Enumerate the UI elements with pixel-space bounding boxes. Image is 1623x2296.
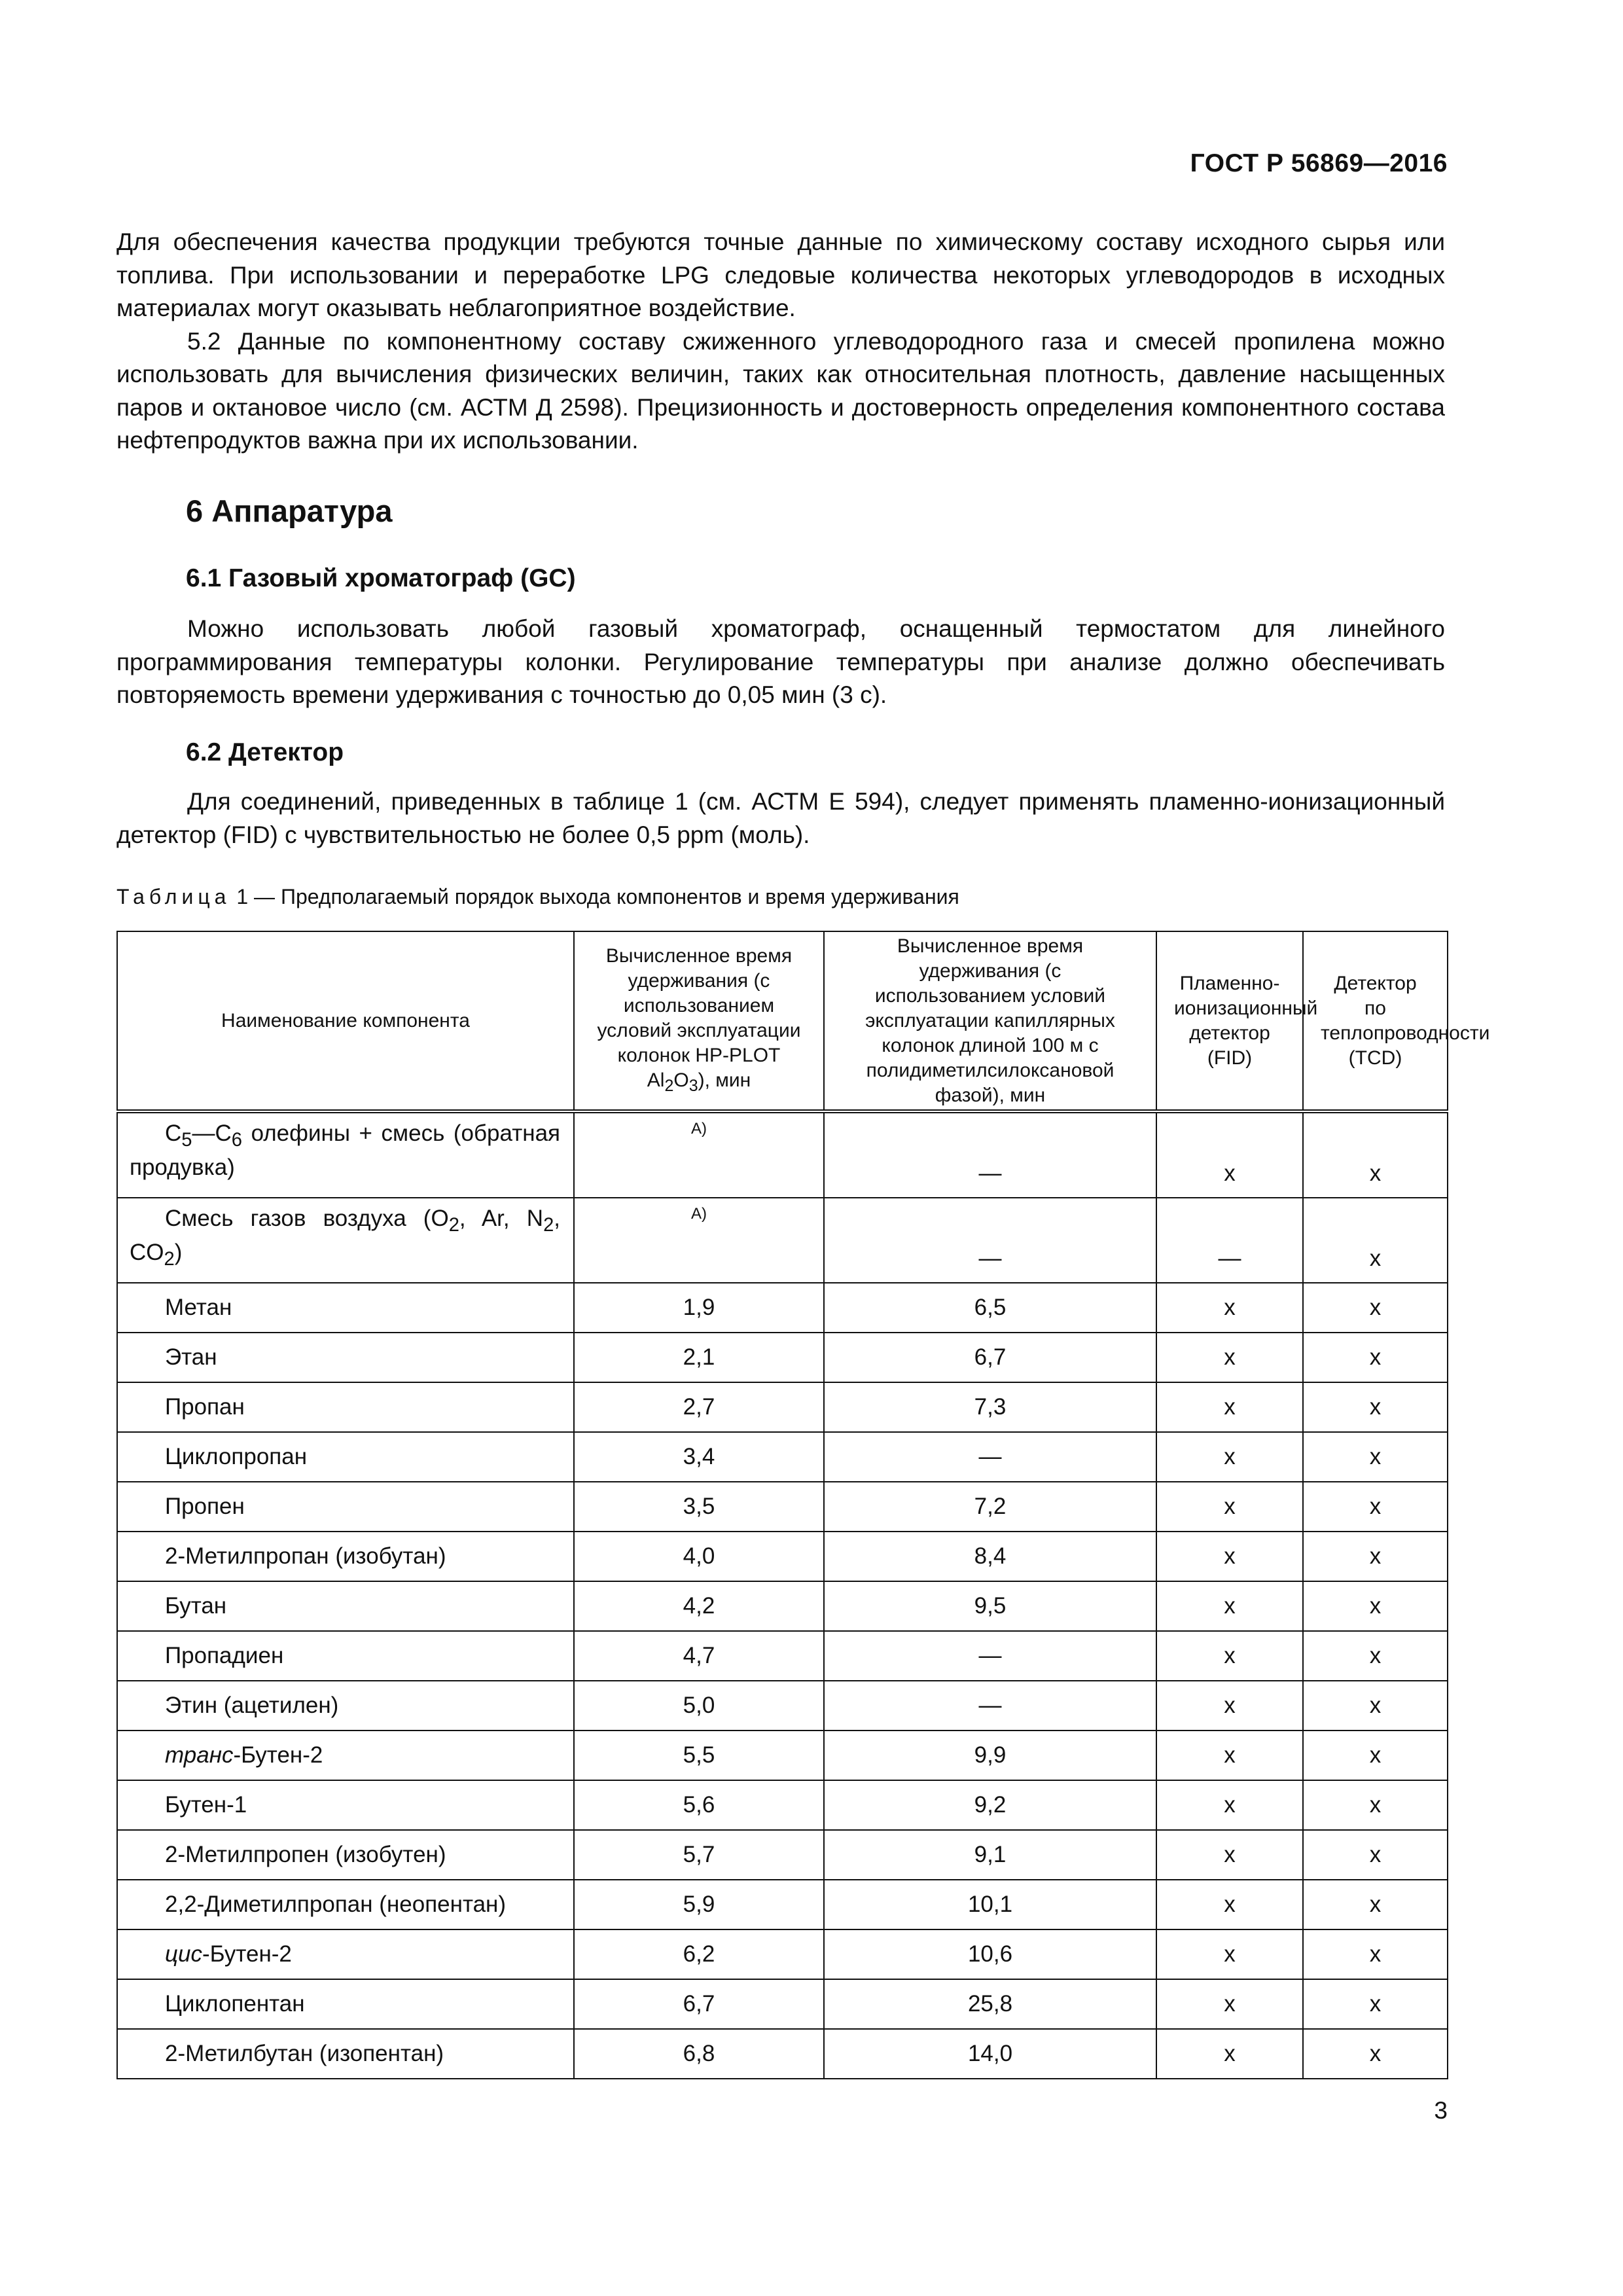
- component-name: Пропен: [117, 1482, 574, 1532]
- header-component-name: Наименование компонента: [117, 931, 574, 1111]
- tcd-mark: x: [1303, 1333, 1448, 1382]
- component-name: транс-Бутен-2: [117, 1731, 574, 1780]
- component-name: Метан: [117, 1283, 574, 1333]
- fid-mark: x: [1156, 1731, 1303, 1780]
- tcd-mark: x: [1303, 1382, 1448, 1432]
- table-row: [117, 1432, 1448, 1482]
- component-name: Циклопропан: [117, 1432, 574, 1482]
- tcd-mark: x: [1303, 1780, 1448, 1830]
- capillary-time: —: [824, 1198, 1156, 1283]
- tcd-mark: x: [1303, 1111, 1448, 1198]
- fid-mark: x: [1156, 1111, 1303, 1198]
- tcd-mark: x: [1303, 1283, 1448, 1333]
- table-row: [117, 1482, 1448, 1532]
- capillary-time: 25,8: [824, 1979, 1156, 2029]
- table-row: [117, 1333, 1448, 1382]
- capillary-time: —: [824, 1111, 1156, 1198]
- hp-plot-time: 4,2: [574, 1581, 824, 1631]
- table-row: [117, 1979, 1448, 2029]
- table-row: [117, 1283, 1448, 1333]
- capillary-time: —: [824, 1681, 1156, 1731]
- capillary-time: —: [824, 1432, 1156, 1482]
- table-row: [117, 1681, 1448, 1731]
- section-title: 6 Аппаратура: [186, 493, 393, 528]
- subsection-title-6-2: 6.2 Детектор: [186, 738, 344, 766]
- fid-mark: x: [1156, 2029, 1303, 2079]
- fid-mark: x: [1156, 1382, 1303, 1432]
- capillary-time: 7,2: [824, 1482, 1156, 1532]
- hp-plot-time: 6,2: [574, 1929, 824, 1979]
- hp-plot-time: 6,7: [574, 1979, 824, 2029]
- hp-plot-time: 6,8: [574, 2029, 824, 2079]
- fid-mark: x: [1156, 1880, 1303, 1929]
- component-name: $C_5—C_6$ олефины + смесь (обратная продувка): [117, 1111, 574, 1198]
- tcd-mark: x: [1303, 1880, 1448, 1929]
- capillary-time: 7,3: [824, 1382, 1156, 1432]
- fid-mark: x: [1156, 1532, 1303, 1581]
- table-row: [117, 1830, 1448, 1880]
- tcd-mark: x: [1303, 1979, 1448, 2029]
- fid-mark: x: [1156, 1979, 1303, 2029]
- capillary-time: 14,0: [824, 2029, 1156, 2079]
- table-row: [117, 1731, 1448, 1780]
- intro-text: [116, 226, 1445, 457]
- fid-mark: x: [1156, 1283, 1303, 1333]
- subsection-title-6-1: 6.1 Газовый хроматограф (GC): [186, 564, 576, 592]
- footnote-mark: А): [574, 1198, 824, 1283]
- hp-plot-time: 3,4: [574, 1432, 824, 1482]
- hp-plot-time: 1,9: [574, 1283, 824, 1333]
- fid-mark: —: [1156, 1198, 1303, 1283]
- capillary-time: —: [824, 1631, 1156, 1681]
- capillary-time: 6,7: [824, 1333, 1156, 1382]
- fid-mark: x: [1156, 1631, 1303, 1681]
- table-row: [117, 1532, 1448, 1581]
- document-header: ГОСТ Р 56869—2016: [1190, 149, 1448, 177]
- component-name: 2-Метилбутан (изопентан): [117, 2029, 574, 2079]
- table-row: [117, 1631, 1448, 1681]
- fid-mark: x: [1156, 1333, 1303, 1382]
- tcd-mark: x: [1303, 1681, 1448, 1731]
- tcd-mark: x: [1303, 1581, 1448, 1631]
- tcd-mark: x: [1303, 1631, 1448, 1681]
- subsection-text-6-2: [116, 785, 1445, 852]
- hp-plot-time: 5,6: [574, 1780, 824, 1830]
- footnote-mark: А): [574, 1111, 824, 1198]
- component-name: Циклопентан: [117, 1979, 574, 2029]
- fid-mark: x: [1156, 1681, 1303, 1731]
- table-row: [117, 1780, 1448, 1830]
- capillary-time: 6,5: [824, 1283, 1156, 1333]
- header-fid: Пламенно-ионизационный детектор (FID): [1156, 931, 1303, 1111]
- hp-plot-time: 2,7: [574, 1382, 824, 1432]
- subsection-text-6-1: [116, 613, 1445, 712]
- component-name: цис-Бутен-2: [117, 1929, 574, 1979]
- fid-mark: x: [1156, 1830, 1303, 1880]
- tcd-mark: x: [1303, 2029, 1448, 2079]
- clause-5-2: 5.2 Данные по компонентному составу сжиженного углеводородного газа и смесей пропилена можно использовать для вычисления физических величин, таких как относительная плотность, давление насыщенных паров и октановое число (см. АСТМ Д 2598). Прецизионность и достоверность определения компонентного состава нефтепродуктов важна при их использовании.: [116, 327, 1445, 454]
- table-row: [117, 1382, 1448, 1432]
- table-row: [117, 1198, 1448, 1283]
- table-caption-label: Таблица: [116, 885, 231, 908]
- fid-mark: x: [1156, 1581, 1303, 1631]
- capillary-time: 8,4: [824, 1532, 1156, 1581]
- capillary-time: 10,1: [824, 1880, 1156, 1929]
- fid-mark: x: [1156, 1432, 1303, 1482]
- header-capillary: Вычисленное время удерживания (с использованием условий эксплуатации капиллярных колонок длиной 100 м с полидиметилсилоксановой фазой), мин: [824, 931, 1156, 1111]
- table-header-row: [117, 931, 1448, 1111]
- tcd-mark: x: [1303, 1830, 1448, 1880]
- table-caption: [116, 885, 959, 909]
- fid-mark: x: [1156, 1780, 1303, 1830]
- table-caption-text: 1 — Предполагаемый порядок выхода компонентов и время удерживания: [236, 885, 959, 908]
- table-row: [117, 1880, 1448, 1929]
- header-hp-plot: Вычисленное время удерживания (с использованием условий эксплуатации колонок HP-PLOT $Al_2O_3$), мин: [574, 931, 824, 1111]
- tcd-mark: x: [1303, 1482, 1448, 1532]
- hp-plot-time: 4,0: [574, 1532, 824, 1581]
- capillary-time: 10,6: [824, 1929, 1156, 1979]
- hp-plot-time: 5,0: [574, 1681, 824, 1731]
- intro-paragraph: Для обеспечения качества продукции требуются точные данные по химическому составу исходного сырья или топлива. При использовании и переработке LPG следовые количества некоторых углеводородов в исходных материалах могут оказывать неблагоприятное воздействие.: [116, 228, 1445, 321]
- fid-mark: x: [1156, 1929, 1303, 1979]
- capillary-time: 9,2: [824, 1780, 1156, 1830]
- component-name: Пропадиен: [117, 1631, 574, 1681]
- hp-plot-time: 4,7: [574, 1631, 824, 1681]
- table-row: [117, 1111, 1448, 1198]
- hp-plot-time: 5,7: [574, 1830, 824, 1880]
- component-name: Бутен-1: [117, 1780, 574, 1830]
- capillary-time: 9,1: [824, 1830, 1156, 1880]
- retention-time-table: [116, 931, 1490, 2079]
- capillary-time: 9,9: [824, 1731, 1156, 1780]
- table-row: [117, 1581, 1448, 1631]
- component-name: 2-Метилпропен (изобутен): [117, 1830, 574, 1880]
- hp-plot-time: 5,5: [574, 1731, 824, 1780]
- header-tcd: Детектор по теплопроводности (TCD): [1303, 931, 1448, 1111]
- tcd-mark: x: [1303, 1532, 1448, 1581]
- tcd-mark: x: [1303, 1929, 1448, 1979]
- table-row: [117, 2029, 1448, 2079]
- hp-plot-time: 2,1: [574, 1333, 824, 1382]
- fid-mark: x: [1156, 1482, 1303, 1532]
- component-name: Этин (ацетилен): [117, 1681, 574, 1731]
- tcd-mark: x: [1303, 1731, 1448, 1780]
- paragraph-6-1: Можно использовать любой газовый хроматограф, оснащенный термостатом для линейного программирования температуры колонки. Регулирование температуры при анализе должно обеспечивать повторяемость времени удерживания с точностью до 0,05 мин (3 с).: [116, 615, 1445, 708]
- tcd-mark: x: [1303, 1432, 1448, 1482]
- component-name: Смесь газов воздуха ($O_2$, Ar, $N_2$, $CO_2$): [117, 1198, 574, 1283]
- component-name: Пропан: [117, 1382, 574, 1432]
- table-row: [117, 1929, 1448, 1979]
- component-name: 2,2-Диметилпропан (неопентан): [117, 1880, 574, 1929]
- tcd-mark: x: [1303, 1198, 1448, 1283]
- component-name: Бутан: [117, 1581, 574, 1631]
- hp-plot-time: 5,9: [574, 1880, 824, 1929]
- capillary-time: 9,5: [824, 1581, 1156, 1631]
- component-name: Этан: [117, 1333, 574, 1382]
- component-name: 2-Метилпропан (изобутан): [117, 1532, 574, 1581]
- paragraph-6-2: Для соединений, приведенных в таблице 1 (см. АСТМ Е 594), следует применять пламенно-ионизационный детектор (FID) с чувствительностью не более 0,5 ppm (моль).: [116, 788, 1445, 848]
- page-number: 3: [1434, 2097, 1448, 2124]
- hp-plot-time: 3,5: [574, 1482, 824, 1532]
